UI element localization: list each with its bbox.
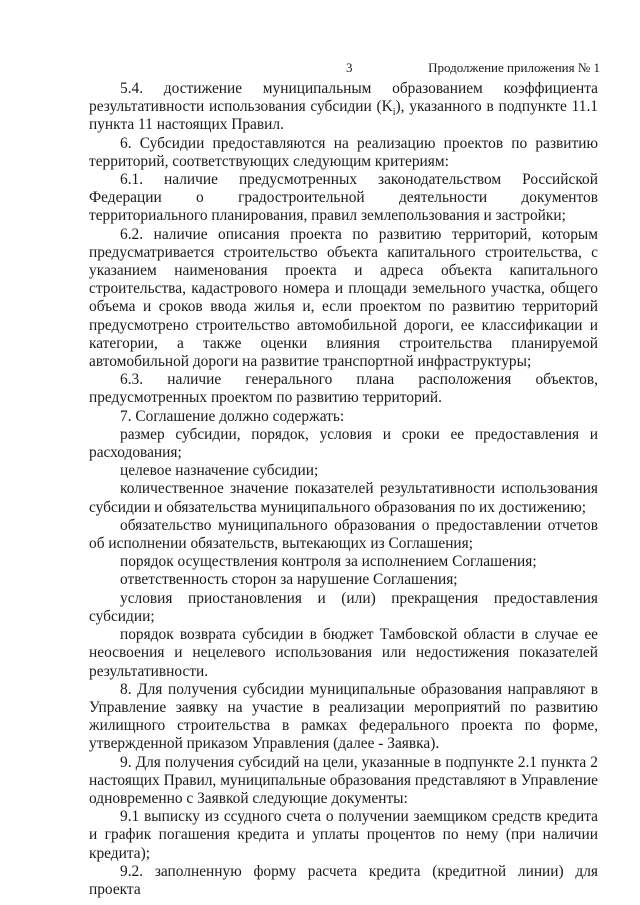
agreement-item-indicators: количественное значение показателей результативности использования субсидии и обязательства муниципального образования по их достижению; [89,480,598,516]
paragraph-8: 8. Для получения субсидии муниципальные образования направляют в Управление заявку на участие в реализации мероприятий по развитию жилищного строительства в рамках федерального проекта по форме, утвержденной приказом Управления (далее - Заявка). [89,680,598,753]
coefficient-subscript: i [392,107,396,119]
paragraph-5-4-text-end: ), указанного в подпункте 11.1 пункта 11 настоящих Правил. [89,98,598,134]
agreement-item-control: порядок осуществления контроля за исполнением Соглашения; [120,553,537,571]
paragraph-6-3: 6.3. наличие генерального плана расположения объектов, предусмотренных проектом по развитию территорий. [89,371,598,407]
agreement-item-liability: ответственность сторон за нарушение Соглашения; [120,571,458,589]
agreement-item-refund: порядок возврата субсидии в бюджет Тамбовской области в случае ее неосвоения и нецелевого использования или недостижения показателей результативности. [89,626,598,680]
paragraph-5-4-text-start: 5.4. достижение муниципальным образованием коэффициента результативности использования субсидии (K [89,80,598,116]
paragraph-6-1: 6.1. наличие предусмотренных законодательством Российской Федерации о градостроительной деятельности документов территориального планирования, правил землепользования и застройки; [89,171,598,225]
paragraph-5-4 [89,80,598,135]
page-number: 3 [346,60,353,75]
document-body [89,80,598,899]
paragraph-7: 7. Соглашение должно содержать: [120,407,345,425]
paragraph-6: 6. Субсидии предоставляются на реализацию проектов по развитию территорий, соответствующих следующим критериям: [89,134,598,170]
paragraph-9-2: 9.2. заполненную форму расчета кредита (кредитной линии) для проекта [89,862,598,898]
paragraph-6-2: 6.2. наличие описания проекта по развитию территорий, которым предусматривается строительство объекта капитального строительства, с указанием наименования проекта и адреса объекта капитального строительства, кадастрового номера и площади земельного участка, общего объема и сроков ввода жилья и, если проектом по развитию территорий предусмотрено строительство автомобильной дороги, ее классификации и категории, а также оценки влияния строительства планируемой автомобильной дороги на развитие транспортной инфраструктуры; [89,225,598,371]
paragraph-9: 9. Для получения субсидий на цели, указанные в подпункте 2.1 пункта 2 настоящих Правил, муниципальные образования представляют в Управление одновременно с Заявкой следующие документы: [89,753,598,807]
appendix-continuation-note: Продолжение приложения № 1 [428,60,600,75]
agreement-item-purpose: целевое назначение субсидии; [120,462,319,480]
paragraph-9-1: 9.1 выписку из ссудного счета о получении заемщиком средств кредита и график погашения кредита и уплаты процентов по нему (при наличии кредита); [89,808,598,862]
agreement-item-suspension: условия приостановления и (или) прекращения предоставления субсидии; [89,589,598,625]
agreement-item-reporting: обязательство муниципального образования о предоставлении отчетов об исполнении обязательств, вытекающих из Соглашения; [89,516,598,553]
agreement-item-subsidy-terms: размер субсидии, порядок, условия и сроки ее предоставления и расходования; [89,425,598,462]
